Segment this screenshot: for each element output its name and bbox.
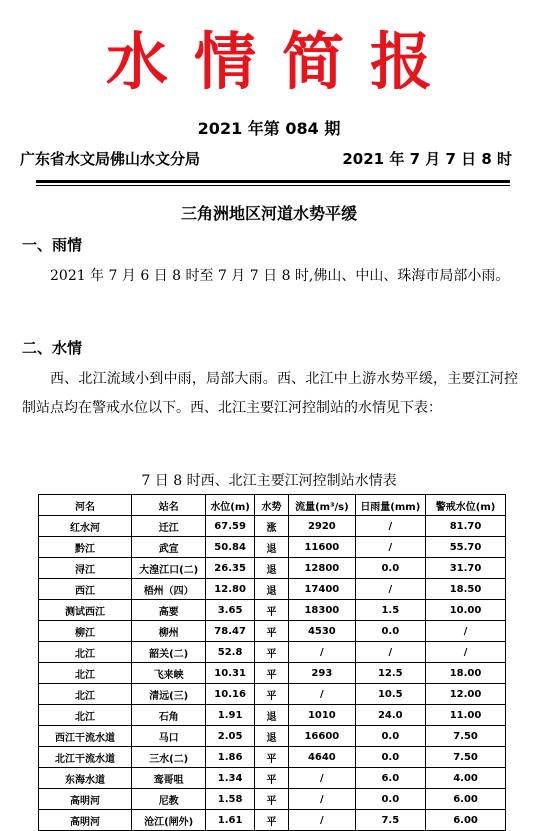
table-row <box>39 621 506 642</box>
cell-trend: 平 <box>254 684 288 705</box>
cell-flow: 4530 <box>289 621 355 642</box>
cell-rainfall: 1.5 <box>355 600 426 621</box>
section-water-text: 西、北江流域小到中雨，局部大雨。西、北江中上游水势平缓，主要江河控制站点均在警戒水位以下。西、北江主要江河控制站的水情见下表： <box>22 371 518 416</box>
cell-station: 清远(三) <box>132 684 206 705</box>
cell-level: 1.58 <box>206 789 255 810</box>
cell-rainfall: / <box>355 642 426 663</box>
cell-trend: 平 <box>254 600 288 621</box>
cell-rainfall: 7.5 <box>355 810 426 831</box>
cell-trend: 平 <box>254 663 288 684</box>
cell-river: 北江 <box>39 684 132 705</box>
cell-level: 78.47 <box>206 621 255 642</box>
cell-river: 西江干流水道 <box>39 726 132 747</box>
cell-level: 10.16 <box>206 684 255 705</box>
col-flow: 流量(m³/s) <box>289 495 355 516</box>
cell-warning-level: 81.70 <box>426 516 506 537</box>
cell-flow: / <box>289 768 355 789</box>
cell-trend: 平 <box>254 789 288 810</box>
table-row <box>39 663 506 684</box>
cell-warning-level: 10.00 <box>426 600 506 621</box>
cell-warning-level: 6.00 <box>426 789 506 810</box>
table-row <box>39 537 506 558</box>
cell-rainfall: / <box>355 516 426 537</box>
cell-flow: / <box>289 684 355 705</box>
cell-flow: 11600 <box>289 537 355 558</box>
cell-level: 67.59 <box>206 516 255 537</box>
table-row <box>39 516 506 537</box>
cell-rainfall: 0.0 <box>355 558 426 579</box>
table-row <box>39 558 506 579</box>
col-warning-level: 警戒水位(m) <box>426 495 506 516</box>
cell-flow: 16600 <box>289 726 355 747</box>
cell-trend: 退 <box>254 726 288 747</box>
table-row <box>39 789 506 810</box>
cell-flow: / <box>289 642 355 663</box>
section-rain-title: 一、雨情 <box>22 236 83 254</box>
cell-rainfall: / <box>355 537 426 558</box>
table-row <box>39 684 506 705</box>
cell-river: 北江 <box>39 705 132 726</box>
cell-level: 10.31 <box>206 663 255 684</box>
cell-station: 马口 <box>132 726 206 747</box>
table-row <box>39 747 506 768</box>
cell-station: 鸾哥咀 <box>132 768 206 789</box>
table-header-row <box>39 495 506 516</box>
cell-station: 韶关(二) <box>132 642 206 663</box>
table-row <box>39 768 506 789</box>
cell-river: 北江 <box>39 663 132 684</box>
cell-flow: 1010 <box>289 705 355 726</box>
col-river: 河名 <box>39 495 132 516</box>
cell-level: 26.35 <box>206 558 255 579</box>
cell-level: 3.65 <box>206 600 255 621</box>
col-rainfall: 日雨量(mm) <box>355 495 426 516</box>
col-station: 站名 <box>132 495 206 516</box>
cell-trend: 退 <box>254 537 288 558</box>
section-water-title: 二、水情 <box>22 339 83 357</box>
cell-station: 柳州 <box>132 621 206 642</box>
col-trend: 水势 <box>254 495 288 516</box>
cell-station: 迁江 <box>132 516 206 537</box>
cell-flow: 4640 <box>289 747 355 768</box>
cell-river: 西江 <box>39 579 132 600</box>
cell-level: 50.84 <box>206 537 255 558</box>
cell-rainfall: 0.0 <box>355 789 426 810</box>
bulletin-masthead: 水情简报 <box>105 25 458 98</box>
cell-level: 12.80 <box>206 579 255 600</box>
table-caption: 7 日 8 时西、北江主要江河控制站水情表 <box>141 473 397 489</box>
cell-warning-level: / <box>426 642 506 663</box>
cell-trend: 平 <box>254 747 288 768</box>
cell-rainfall: 0.0 <box>355 621 426 642</box>
cell-warning-level: / <box>426 621 506 642</box>
water-level-table <box>38 494 506 831</box>
cell-river: 黔江 <box>39 537 132 558</box>
cell-rainfall: 10.5 <box>355 684 426 705</box>
cell-river: 高明河 <box>39 810 132 831</box>
cell-warning-level: 6.00 <box>426 810 506 831</box>
cell-station: 武宣 <box>132 537 206 558</box>
cell-station: 飞来峡 <box>132 663 206 684</box>
cell-warning-level: 7.50 <box>426 747 506 768</box>
cell-trend: 平 <box>254 642 288 663</box>
table-row <box>39 705 506 726</box>
cell-rainfall: 12.5 <box>355 663 426 684</box>
table-row <box>39 579 506 600</box>
cell-river: 浔江 <box>39 558 132 579</box>
cell-flow: 12800 <box>289 558 355 579</box>
table-row <box>39 726 506 747</box>
table-row <box>39 642 506 663</box>
cell-rainfall: 0.0 <box>355 747 426 768</box>
cell-trend: 平 <box>254 810 288 831</box>
cell-trend: 退 <box>254 705 288 726</box>
headline: 三角洲地区河道水势平缓 <box>180 204 357 223</box>
cell-warning-level: 12.00 <box>426 684 506 705</box>
cell-level: 52.8 <box>206 642 255 663</box>
table-row <box>39 810 506 831</box>
cell-level: 2.05 <box>206 726 255 747</box>
cell-station: 梧州（四） <box>132 579 206 600</box>
divider-thick <box>36 180 510 183</box>
cell-river: 东海水道 <box>39 768 132 789</box>
issue-date: 2021 年 7 月 7 日 8 时 <box>342 150 512 168</box>
cell-rainfall: 6.0 <box>355 768 426 789</box>
cell-flow: / <box>289 789 355 810</box>
cell-station: 石角 <box>132 705 206 726</box>
cell-level: 1.61 <box>206 810 255 831</box>
section-rain-text: 2021 年 7 月 6 日 8 时至 7 月 7 日 8 时,佛山、中山、珠海市局部小雨。 <box>50 268 510 284</box>
cell-rainfall: / <box>355 579 426 600</box>
cell-river: 红水河 <box>39 516 132 537</box>
cell-flow: 17400 <box>289 579 355 600</box>
cell-warning-level: 4.00 <box>426 768 506 789</box>
cell-river: 高明河 <box>39 789 132 810</box>
cell-trend: 平 <box>254 621 288 642</box>
cell-river: 测试西江 <box>39 600 132 621</box>
cell-station: 大湟江口(二) <box>132 558 206 579</box>
cell-warning-level: 7.50 <box>426 726 506 747</box>
divider-thin <box>36 185 510 186</box>
cell-warning-level: 31.70 <box>426 558 506 579</box>
cell-river: 北江干流水道 <box>39 747 132 768</box>
cell-river: 柳江 <box>39 621 132 642</box>
cell-trend: 涨 <box>254 516 288 537</box>
cell-flow: 293 <box>289 663 355 684</box>
cell-trend: 退 <box>254 558 288 579</box>
cell-warning-level: 55.70 <box>426 537 506 558</box>
cell-station: 高要 <box>132 600 206 621</box>
cell-flow: 18300 <box>289 600 355 621</box>
cell-level: 1.86 <box>206 747 255 768</box>
col-level: 水位(m) <box>206 495 255 516</box>
cell-level: 1.34 <box>206 768 255 789</box>
cell-station: 沧江(闸外) <box>132 810 206 831</box>
cell-rainfall: 0.0 <box>355 726 426 747</box>
cell-river: 北江 <box>39 642 132 663</box>
cell-rainfall: 24.0 <box>355 705 426 726</box>
cell-station: 三水(二) <box>132 747 206 768</box>
cell-warning-level: 18.50 <box>426 579 506 600</box>
cell-warning-level: 18.00 <box>426 663 506 684</box>
cell-station: 尼教 <box>132 789 206 810</box>
cell-flow: 2920 <box>289 516 355 537</box>
issue-number: 2021 年第 084 期 <box>197 119 341 138</box>
cell-flow: / <box>289 810 355 831</box>
issuing-organization: 广东省水文局佛山水文分局 <box>20 150 201 168</box>
cell-warning-level: 11.00 <box>426 705 506 726</box>
cell-trend: 平 <box>254 768 288 789</box>
cell-level: 1.91 <box>206 705 255 726</box>
table-row <box>39 600 506 621</box>
cell-trend: 退 <box>254 579 288 600</box>
